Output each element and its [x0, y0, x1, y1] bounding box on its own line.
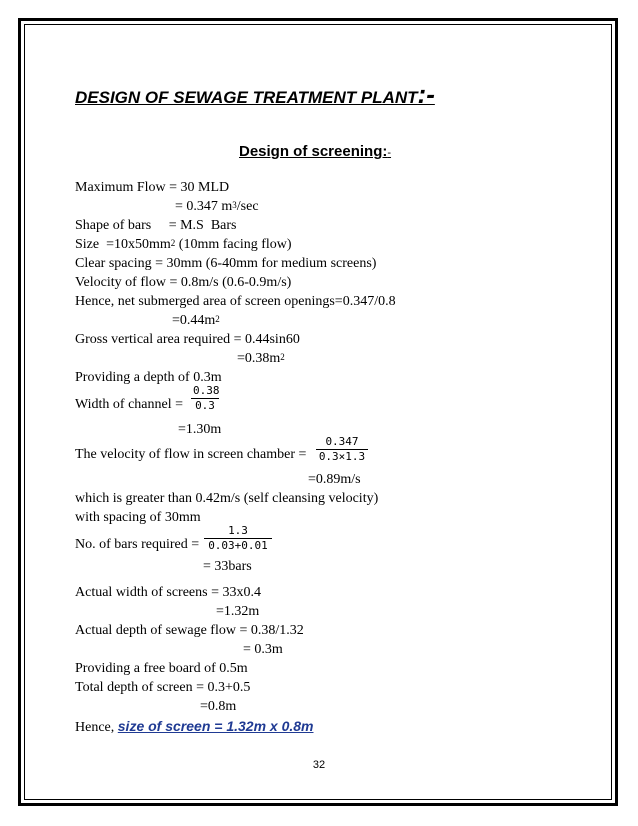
- main-heading: DESIGN OF SEWAGE TREATMENT PLANT:-: [75, 79, 435, 109]
- depth-line: Providing a depth of 0.3m: [75, 370, 222, 385]
- page-number: 32: [312, 759, 326, 771]
- actual-depth-value: = 0.3m: [243, 642, 283, 657]
- bar-shape-line: Shape of bars = M.S Bars: [75, 218, 237, 233]
- bars-label: No. of bars required =: [75, 537, 200, 552]
- flow-conversion-line: = 0.347 $m^3/\sec$: [175, 199, 259, 214]
- velocity-line: Velocity of flow = 0.8m/s (0.6-0.9m/s): [75, 275, 292, 290]
- width-value: =1.30m: [178, 422, 222, 437]
- net-area-value: $=0.44m^2$: [172, 313, 220, 328]
- actual-width-value: =1.32m: [216, 604, 260, 619]
- total-depth-value: =0.8m: [200, 699, 237, 714]
- max-flow-line: Maximum Flow = 30 MLD: [75, 180, 230, 195]
- velocity-chamber-label: The velocity of flow in screen chamber =: [75, 447, 307, 462]
- screen-size-result: size of screen = 1.32m x 0.8m: [117, 718, 314, 734]
- net-area-line: Hence, net submerged area of screen openings=0.347/0.8: [75, 294, 396, 309]
- velocity-numerator: 0.347: [325, 435, 359, 448]
- self-cleansing-line: which is greater than 0.42m/s (self cleansing velocity): [75, 491, 379, 506]
- width-numerator: 0.38: [193, 384, 220, 397]
- actual-depth-line: Actual depth of sewage flow = 0.38/1.32: [75, 623, 304, 638]
- gross-area-line: Gross vertical area required = 0.44sin60: [75, 332, 300, 347]
- sub-heading: Design of screening:-: [239, 143, 392, 160]
- width-label: Width of channel =: [75, 397, 184, 412]
- clear-spacing-line: Clear spacing = 30mm (6-40mm for medium screens): [75, 256, 377, 271]
- actual-width-line: Actual width of screens = 33x0.4: [75, 585, 261, 600]
- bar-size-line: Size $=10x50mm^2$ (10mm facing flow): [75, 237, 292, 252]
- velocity-chamber-value: =0.89m/s: [308, 472, 361, 487]
- width-denominator: 0.3: [195, 399, 215, 412]
- freeboard-line: Providing a free board of 0.5m: [75, 661, 248, 676]
- total-depth-line: Total depth of screen = 0.3+0.5: [75, 680, 251, 695]
- conclusion-line: Hence, size of screen = 1.32m x 0.8m: [75, 718, 314, 735]
- spacing-30mm-line: with spacing of 30mm: [75, 510, 201, 525]
- velocity-denominator: 0.3×1.3: [318, 450, 366, 463]
- bars-denominator: 0.03+0.01: [208, 539, 268, 552]
- bars-fraction: [204, 524, 272, 553]
- velocity-fraction: [316, 435, 368, 464]
- gross-area-value: $=0.38m^2$: [237, 351, 285, 366]
- bars-numerator: 1.3: [228, 524, 248, 537]
- width-fraction: [191, 384, 219, 413]
- bars-value: = 33bars: [203, 559, 252, 574]
